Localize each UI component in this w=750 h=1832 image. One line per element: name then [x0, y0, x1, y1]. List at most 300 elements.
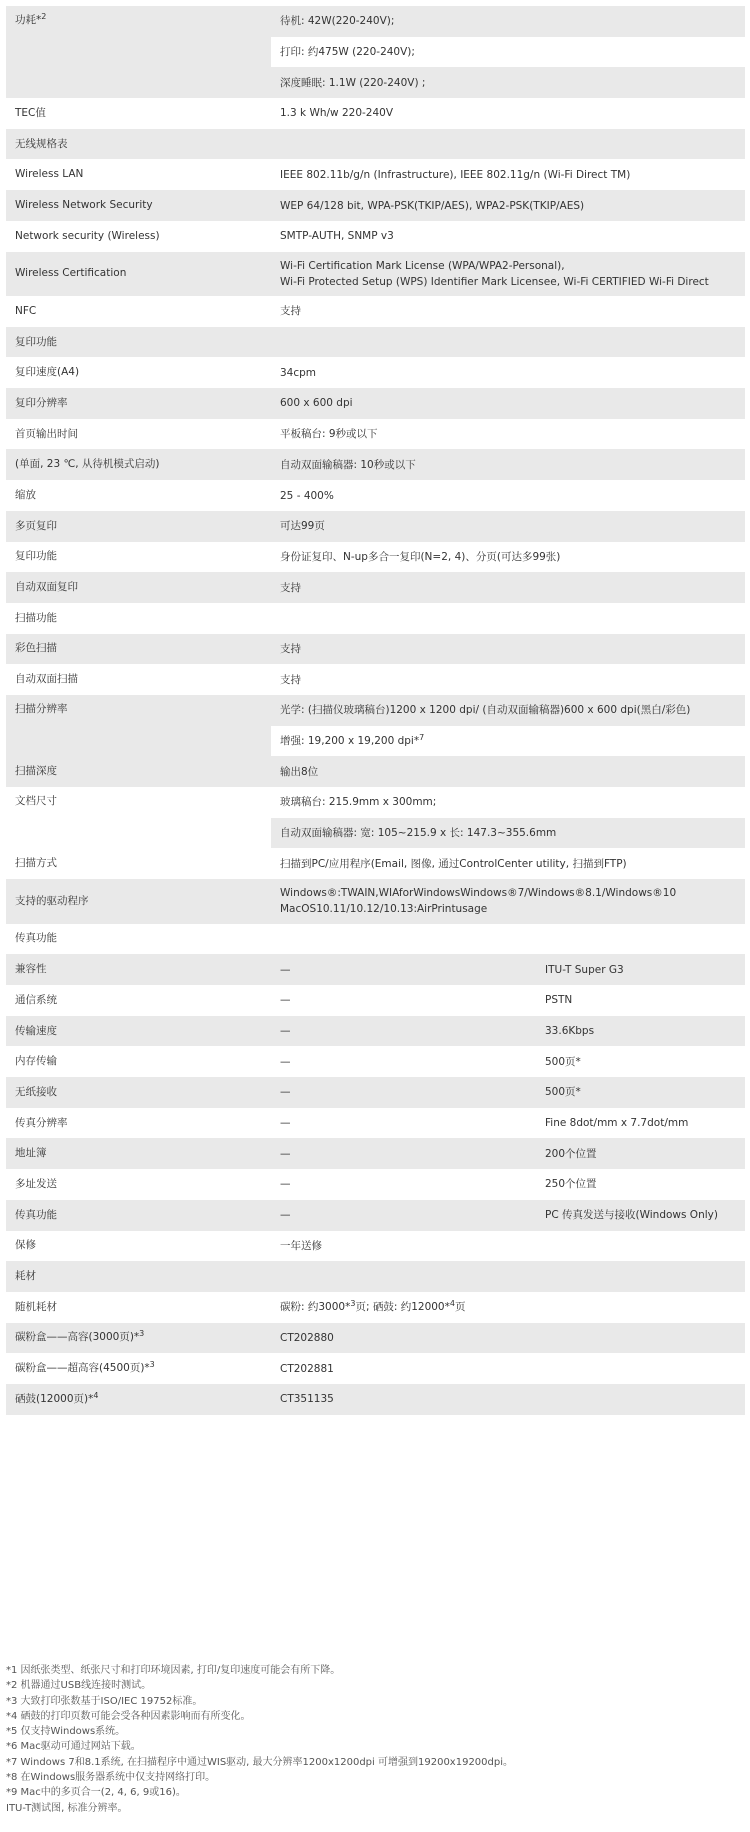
spec-value-cell: [271, 511, 745, 542]
footnote: *8 在Windows服务器系统中仅支持网络打印。: [6, 1772, 216, 1784]
spec-row: [6, 1169, 745, 1200]
spec-value-text: 扫描到PC/应用程序(Email, 图像, 通过ControlCenter utility, 扫描到FTP): [280, 857, 627, 870]
spec-row: [6, 1016, 745, 1047]
spec-value-text: 待机: 42W(220-240V);: [280, 15, 395, 28]
spec-value-cell: [271, 480, 745, 511]
spec-value-cell: [271, 542, 745, 573]
footnote-ref: 3: [350, 1299, 356, 1309]
spec-label: [6, 848, 271, 879]
spec-value: [271, 228, 745, 244]
spec-value-dash: —: [280, 1025, 291, 1038]
spec-values: [271, 848, 745, 879]
spec-label: [6, 1016, 271, 1047]
spec-label: [6, 6, 271, 98]
spec-value-cell: [271, 756, 745, 787]
spec-values: [271, 572, 745, 603]
spec-values: [271, 954, 745, 985]
spec-values: [271, 221, 745, 252]
spec-label: [6, 1384, 271, 1415]
spec-value-cell: [271, 67, 745, 98]
spec-value-text: WEP 64/128 bit, WPA-PSK(TKIP/AES), WPA2-PSK(TKIP/AES): [280, 199, 585, 212]
spec-value-dash: —: [280, 963, 291, 976]
spec-value-dash: —: [280, 1147, 291, 1160]
spec-value: 250个位置: [545, 1178, 597, 1191]
spec-values: [271, 985, 745, 1016]
spec-row: [6, 787, 745, 848]
spec-value-text: IEEE 802.11b/g/n (Infrastructure), IEEE 802.11g/n (Wi-Fi Direct TM): [280, 168, 631, 181]
spec-label: [6, 542, 271, 573]
spec-value: [271, 488, 745, 504]
spec-label: [6, 879, 271, 924]
spec-value-dash: —: [280, 1209, 291, 1222]
spec-label: [6, 449, 271, 480]
spec-value-text: 支持: [280, 305, 301, 318]
spec-label: [6, 1323, 271, 1354]
spec-label: [6, 296, 271, 327]
spec-value-cell: [271, 726, 745, 757]
spec-label-text: Wireless Network Security: [15, 199, 153, 211]
spec-values: [271, 1138, 745, 1169]
footnote: *2 机器通过USB线连接时测试。: [6, 1680, 152, 1692]
spec-label-text: 文档尺寸: [15, 795, 57, 808]
spec-row: [6, 1261, 745, 1292]
spec-label: [6, 388, 271, 419]
spec-value: [271, 198, 745, 214]
spec-label-text: 多址发送: [15, 1177, 57, 1190]
spec-value-text: 碳粉: 约3000*: [280, 1301, 351, 1314]
spec-label-text: Network security (Wireless): [15, 229, 160, 242]
spec-row: [6, 511, 745, 542]
spec-value-cell: [271, 252, 745, 297]
spec-value-cell: [271, 419, 745, 450]
spec-row: [6, 924, 745, 955]
spec-value-dash: —: [280, 1086, 291, 1099]
spec-value-cell: [271, 1108, 745, 1139]
spec-value-cell: [271, 37, 745, 68]
spec-values: [271, 924, 745, 955]
spec-values: [271, 1353, 745, 1384]
spec-value: PSTN: [545, 994, 573, 1007]
spec-value-text: 600 x 600 dpi: [280, 397, 353, 410]
spec-value-text: CT202880: [280, 1331, 334, 1344]
spec-label-text: 通信系统: [15, 993, 57, 1006]
spec-value-cell: [271, 1169, 745, 1200]
spec-value-cell: [271, 98, 745, 129]
spec-value-cell: [271, 1261, 745, 1292]
spec-values: [271, 1231, 745, 1262]
spec-row: [6, 1108, 745, 1139]
spec-row: [6, 419, 745, 450]
footnote: ITU-T测试图, 标准分辨率。: [6, 1802, 128, 1814]
spec-value: [271, 75, 745, 91]
spec-values: [271, 542, 745, 573]
footnote: *9 Mac中的多页合一(2, 4, 6, 9或16)。: [6, 1787, 186, 1799]
spec-value-text: 25 - 400%: [280, 489, 334, 502]
spec-label: [6, 695, 271, 756]
spec-values: [271, 327, 745, 358]
spec-label: [6, 129, 271, 160]
spec-value-cell: [271, 695, 745, 726]
spec-label-text: 兼容性: [15, 963, 47, 976]
spec-value-text: CT202881: [280, 1362, 334, 1375]
spec-value: [271, 641, 745, 657]
spec-row: [6, 6, 745, 98]
footnote: *3 大致打印张数基于ISO/IEC 19752标准。: [6, 1695, 203, 1707]
footnote-ref: 3: [139, 1329, 145, 1339]
spec-value: [271, 733, 745, 749]
spec-values: [271, 1323, 745, 1354]
spec-row: [6, 603, 745, 634]
spec-label-text: 扫描功能: [15, 611, 57, 624]
spec-label-text: 扫描深度: [15, 765, 57, 778]
spec-label-text: 地址簿: [15, 1147, 47, 1160]
spec-values: [271, 511, 745, 542]
spec-value-cell: [271, 1016, 745, 1047]
spec-row: [6, 296, 745, 327]
spec-value: [271, 1391, 745, 1407]
spec-label: [6, 1231, 271, 1262]
spec-value-cell: [271, 1046, 745, 1077]
spec-value-cell: [271, 818, 745, 849]
spec-value-cell: [271, 634, 745, 665]
spec-value: 500页*: [545, 1055, 581, 1068]
spec-label: [6, 924, 271, 955]
spec-value: [271, 672, 745, 688]
spec-values: [271, 1200, 745, 1231]
spec-value-cell: [271, 159, 745, 190]
spec-value: [271, 580, 745, 596]
spec-values: [271, 480, 745, 511]
spec-value-cell: [271, 1384, 745, 1415]
spec-row: [6, 129, 745, 160]
spec-value: [271, 303, 745, 319]
spec-label: [6, 985, 271, 1016]
spec-row: [6, 190, 745, 221]
spec-value-text: 输出8位: [280, 765, 319, 778]
spec-value-text: Wi-Fi Certification Mark License (WPA/WPA2-Personal), Wi-Fi Protected Setup (WPS) Identifier Mark Licensee, Wi-Fi CERTIFIED Wi-Fi Direct: [280, 259, 709, 288]
spec-value-text: Windows®:TWAIN,WIAforWindowsWindows®7/Windows®8.1/Windows®10 MacOS10.11/10.12/10.13:AirPrintusage: [280, 887, 677, 916]
spec-row: [6, 879, 745, 924]
spec-value-text: 光学: (扫描仪玻璃稿台)1200 x 1200 dpi/ (自动双面输稿器)600 x 600 dpi(黑白/彩色): [280, 704, 691, 717]
spec-row: [6, 1323, 745, 1354]
spec-value: [271, 167, 745, 183]
spec-row: [6, 1138, 745, 1169]
spec-value-cell: [271, 1138, 745, 1169]
footnote: *4 硒鼓的打印页数可能会受各种因素影响而有所变化。: [6, 1710, 251, 1722]
spec-label: [6, 1138, 271, 1169]
spec-values: [271, 1261, 745, 1292]
spec-value: [271, 1361, 745, 1377]
spec-label: [6, 159, 271, 190]
spec-value-dash: —: [280, 994, 291, 1007]
spec-label: [6, 634, 271, 665]
spec-label-text: NFC: [15, 304, 37, 317]
spec-values: [271, 159, 745, 190]
spec-label-text: 扫描方式: [15, 857, 57, 870]
spec-value-cell: [271, 1353, 745, 1384]
spec-value-cell: [271, 985, 745, 1016]
spec-values: [271, 787, 745, 848]
spec-value-text: CT351135: [280, 1393, 334, 1406]
spec-value-cell: [271, 879, 745, 924]
footnote-ref: 2: [41, 12, 47, 21]
spec-row: [6, 159, 745, 190]
spec-value-cell: [271, 388, 745, 419]
footnote: *7 Windows 7和8.1系统, 在扫描程序中通过WIS驱动, 最大分辨率1200x1200dpi 可增强到19200x19200dpi。: [6, 1756, 514, 1768]
spec-value: Fine 8dot/mm x 7.7dot/mm: [545, 1117, 689, 1130]
spec-row: [6, 1292, 745, 1323]
spec-value: [271, 549, 745, 565]
spec-value-cell: [271, 190, 745, 221]
spec-values: [271, 419, 745, 450]
footnote: *1 因纸张类型、纸张尺寸和打印环境因素, 打印/复印速度可能会有所下降。: [6, 1665, 341, 1676]
spec-value-cell: [271, 6, 745, 37]
spec-value-cell: [271, 296, 745, 327]
spec-row: [6, 985, 745, 1016]
spec-value-cell: [271, 787, 745, 818]
spec-label: [6, 98, 271, 129]
spec-value-cell: [271, 1200, 745, 1231]
spec-values: [271, 388, 745, 419]
spec-row: [6, 252, 745, 297]
spec-values: [271, 449, 745, 480]
spec-label-text: 复印功能: [15, 550, 57, 563]
footnotes: [6, 1663, 745, 1816]
spec-row: [6, 1046, 745, 1077]
spec-value: [271, 518, 745, 534]
spec-value-cell: [271, 1292, 745, 1323]
spec-value-text: 身份证复印、N-up多合一复印(N=2, 4)、分页(可达多99张): [280, 550, 561, 563]
spec-label-text: 无线规格表: [15, 137, 68, 150]
spec-values: [271, 695, 745, 756]
spec-label: [6, 954, 271, 985]
spec-label: [6, 357, 271, 388]
spec-label-text: 缩放: [15, 489, 36, 501]
spec-label-text: 耗材: [15, 1270, 36, 1283]
spec-values: [271, 1016, 745, 1047]
spec-row: [6, 664, 745, 695]
footnote: *6 Mac驱动可通过网站下载。: [6, 1741, 141, 1753]
spec-label: [6, 756, 271, 787]
spec-value-text: 玻璃稿台: 215.9mm x 300mm;: [280, 796, 437, 809]
spec-value-text: 平板稿台: 9秒或以下: [280, 428, 378, 441]
spec-value: 200个位置: [545, 1147, 597, 1160]
spec-values: [271, 1292, 745, 1323]
spec-value: [271, 44, 745, 60]
spec-value: [271, 794, 745, 810]
spec-label: [6, 511, 271, 542]
spec-label-text: 传真分辨率: [15, 1116, 68, 1129]
spec-value-cell: [271, 221, 745, 252]
spec-value: [271, 426, 745, 442]
spec-row: [6, 848, 745, 879]
footnote: *5 仅支持Windows系统。: [6, 1726, 126, 1738]
spec-label-text: 多页复印: [15, 519, 57, 532]
spec-table: [6, 6, 745, 1415]
spec-value-text: 打印: 约475W (220-240V);: [280, 46, 415, 59]
spec-label: [6, 190, 271, 221]
spec-row: [6, 542, 745, 573]
spec-values: [271, 664, 745, 695]
spec-value-dash: —: [280, 1178, 291, 1191]
spec-value-text: 34cpm: [280, 366, 317, 379]
spec-row: [6, 1200, 745, 1231]
spec-values: [271, 1108, 745, 1139]
spec-label: [6, 327, 271, 358]
spec-value: [271, 702, 745, 718]
spec-value-text: 一年送修: [280, 1239, 322, 1252]
spec-label: [6, 664, 271, 695]
spec-label-text: 功耗*: [15, 14, 42, 26]
spec-row: [6, 756, 745, 787]
spec-value: [271, 395, 745, 411]
spec-row: [6, 449, 745, 480]
spec-label-text: 首页输出时间: [15, 427, 78, 440]
spec-row: [6, 1077, 745, 1108]
spec-label-text: 碳粉盒——高容(3000页)*: [15, 1331, 140, 1344]
spec-label: [6, 1292, 271, 1323]
spec-value: ITU-T Super G3: [545, 963, 624, 976]
spec-value: PC 传真发送与接收(Windows Only): [545, 1209, 718, 1222]
spec-label-text: Wireless LAN: [15, 168, 84, 181]
spec-label: [6, 1353, 271, 1384]
spec-value: [271, 1238, 745, 1254]
spec-label: [6, 603, 271, 634]
spec-row: [6, 98, 745, 129]
spec-value-text: 支持: [280, 642, 301, 655]
spec-row: [6, 634, 745, 665]
spec-row: [6, 1384, 745, 1415]
spec-value-text: 1.3 k Wh/w 220-240V: [280, 107, 394, 120]
spec-label-text: 自动双面扫描: [15, 673, 78, 686]
spec-value-cell: [271, 1077, 745, 1108]
spec-label-text: 传输速度: [15, 1024, 57, 1037]
spec-label-text: 复印速度(A4): [15, 366, 80, 379]
spec-label: [6, 787, 271, 848]
spec-label: [6, 419, 271, 450]
spec-row: [6, 1353, 745, 1384]
spec-value-cell: [271, 1323, 745, 1354]
spec-values: [271, 98, 745, 129]
spec-value-cell: [271, 954, 745, 985]
spec-label-text: 复印功能: [15, 335, 57, 348]
spec-label-text: 扫描分辨率: [15, 702, 68, 715]
spec-value-cell: [271, 357, 745, 388]
spec-label-text: (单面, 23 ℃, 从待机模式启动): [15, 458, 160, 471]
spec-label-text: 复印分辨率: [15, 396, 68, 409]
spec-value-text: 增强: 19,200 x 19,200 dpi*: [280, 735, 420, 747]
spec-row: [6, 954, 745, 985]
spec-values: [271, 634, 745, 665]
spec-value: [271, 258, 745, 290]
spec-value-cell: [271, 572, 745, 603]
spec-label: [6, 1169, 271, 1200]
spec-values: [271, 252, 745, 297]
spec-value-text: 页: [454, 1301, 466, 1314]
spec-label-text: 传真功能: [15, 932, 57, 945]
spec-label: [6, 1200, 271, 1231]
spec-value-cell: [271, 327, 745, 358]
spec-label: [6, 221, 271, 252]
spec-value: [271, 1330, 745, 1346]
footnote-ref: 7: [419, 733, 425, 742]
spec-values: [271, 756, 745, 787]
spec-value-text: 自动双面输稿器: 宽: 105~215.9 x 长: 147.3~355.6mm: [280, 827, 557, 840]
spec-value: 500页*: [545, 1086, 581, 1099]
spec-row: [6, 480, 745, 511]
spec-label: [6, 572, 271, 603]
spec-value-text: 可达99页: [280, 520, 325, 533]
spec-label-text: TEC值: [15, 106, 46, 119]
spec-row: [6, 1231, 745, 1262]
spec-value: [271, 856, 745, 872]
spec-values: [271, 1046, 745, 1077]
spec-values: [271, 296, 745, 327]
spec-value: [271, 365, 745, 381]
spec-value-text: SMTP-AUTH, SNMP v3: [280, 230, 394, 243]
footnote-ref: 3: [149, 1360, 155, 1370]
spec-label-text: 保修: [15, 1239, 36, 1252]
spec-row: [6, 572, 745, 603]
spec-values: [271, 1384, 745, 1415]
spec-label-text: 传真功能: [15, 1208, 57, 1221]
spec-value: [271, 13, 745, 29]
spec-values: [271, 879, 745, 924]
spec-value: [271, 764, 745, 780]
spec-values: [271, 6, 745, 98]
spec-value: [271, 105, 745, 121]
spec-value-dash: —: [280, 1055, 291, 1068]
spec-value-text: 深度睡眠: 1.1W (220-240V) ;: [280, 76, 426, 89]
spec-values: [271, 1169, 745, 1200]
spec-value-cell: [271, 924, 745, 955]
spec-value-cell: [271, 664, 745, 695]
spec-value-text: 自动双面输稿器: 10秒或以下: [280, 458, 416, 471]
spec-value-text: 支持: [280, 581, 301, 594]
spec-label: [6, 1077, 271, 1108]
spec-values: [271, 1077, 745, 1108]
spec-value: [271, 825, 745, 841]
spec-row: [6, 327, 745, 358]
spec-label-text: 碳粉盒——超高容(4500页)*: [15, 1362, 150, 1375]
spec-value: [271, 457, 745, 473]
spec-value-cell: [271, 848, 745, 879]
spec-label-text: 无纸接收: [15, 1085, 57, 1098]
spec-label-text: 支持的驱动程序: [15, 894, 89, 907]
spec-value-cell: [271, 129, 745, 160]
spec-row: [6, 695, 745, 756]
spec-label: [6, 252, 271, 297]
spec-value-text: 页; 硒鼓: 约12000*: [355, 1301, 450, 1314]
spec-values: [271, 190, 745, 221]
spec-value-text: 支持: [280, 673, 301, 686]
spec-label-text: 自动双面复印: [15, 581, 78, 594]
spec-value-dash: —: [280, 1117, 291, 1130]
spec-value-cell: [271, 1231, 745, 1262]
spec-label-text: 硒鼓(12000页)*: [15, 1392, 94, 1405]
spec-row: [6, 357, 745, 388]
spec-row: [6, 221, 745, 252]
spec-value: [271, 885, 745, 917]
spec-values: [271, 129, 745, 160]
spec-value-cell: [271, 449, 745, 480]
spec-label-text: 彩色扫描: [15, 642, 57, 655]
footnote-ref: 4: [449, 1299, 455, 1309]
spec-label: [6, 1046, 271, 1077]
spec-row: [6, 388, 745, 419]
spec-label: [6, 1108, 271, 1139]
spec-label: [6, 1261, 271, 1292]
